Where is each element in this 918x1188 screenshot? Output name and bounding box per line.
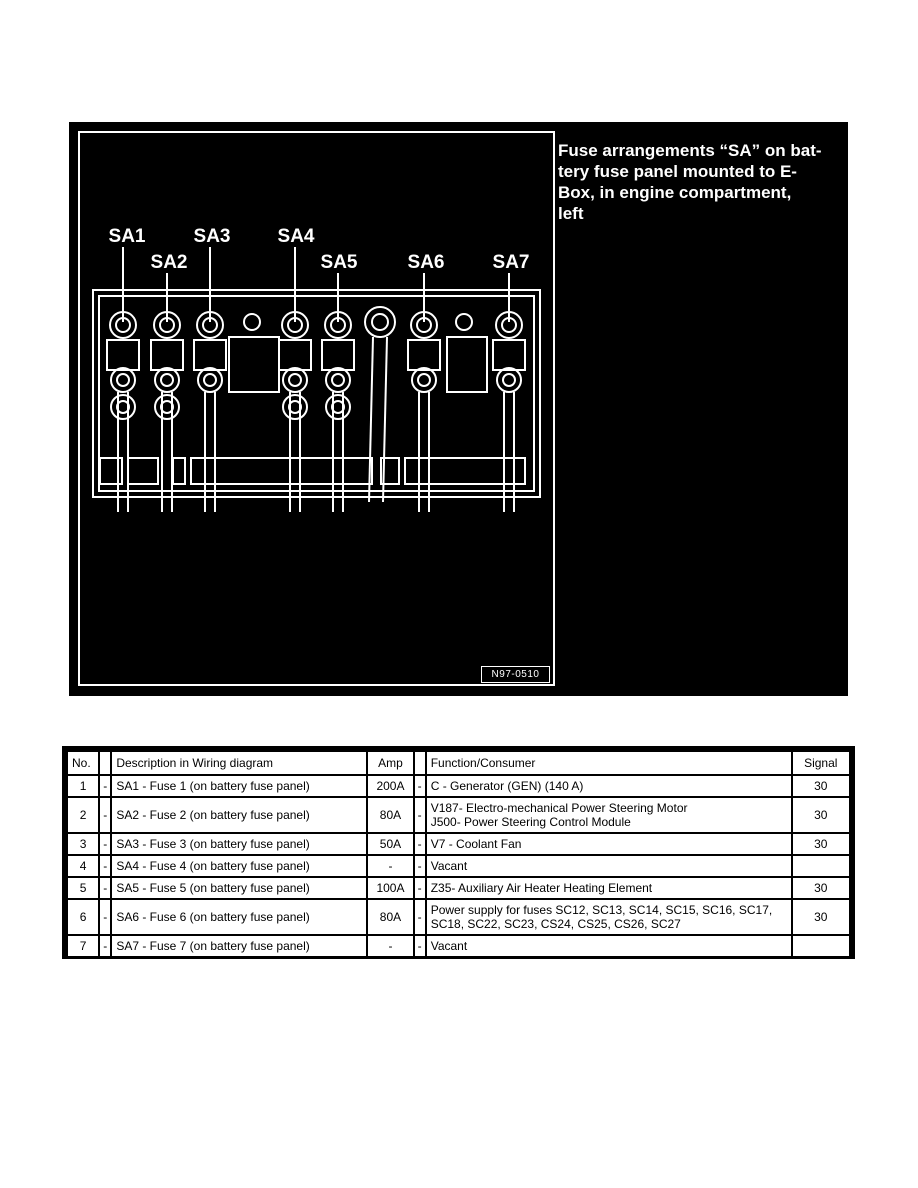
- fuse-table: [62, 746, 855, 959]
- fuse-lower-bolt-inner: [204, 374, 216, 386]
- fuse-label: SA4: [277, 226, 315, 247]
- cell-no: 4: [68, 856, 98, 876]
- header-sep1: [100, 752, 110, 774]
- fuse-lower-bolt-inner: [332, 374, 344, 386]
- main-cable-edge: [369, 337, 373, 502]
- cell-no: 5: [68, 878, 98, 898]
- cell-amp: 80A: [368, 900, 412, 934]
- cell-signal: 30: [793, 900, 849, 934]
- cell-signal: 30: [793, 776, 849, 796]
- fuse-lower-bolt: [326, 368, 350, 392]
- cell-sep: -: [415, 776, 425, 796]
- cell-amp: 100A: [368, 878, 412, 898]
- header-signal: Signal: [793, 752, 849, 774]
- fuse-cable-bolt: [155, 395, 179, 419]
- table-header-row: [68, 752, 849, 774]
- cell-amp: 80A: [368, 798, 412, 832]
- fuse-lower-bolt: [198, 368, 222, 392]
- cell-sep: -: [100, 834, 110, 854]
- fuse-lower-bolt-inner: [418, 374, 430, 386]
- fuse-terminal: [408, 252, 445, 512]
- table-row: [68, 936, 849, 956]
- main-cable-bolt: [365, 307, 395, 337]
- table-row: [68, 856, 849, 876]
- fuse-lower-bolt: [412, 368, 436, 392]
- fuse-terminal: [278, 226, 315, 512]
- cell-sep: -: [415, 834, 425, 854]
- cell-sep: -: [100, 900, 110, 934]
- cell-no: 7: [68, 936, 98, 956]
- header-function: Function/Consumer: [427, 752, 791, 774]
- fuse-lower-bolt: [283, 368, 307, 392]
- fuse-label: SA7: [492, 252, 530, 273]
- cell-sep: -: [100, 878, 110, 898]
- fuse-lower-bolt: [111, 368, 135, 392]
- fuse-terminal: [493, 252, 530, 512]
- cell-description: SA2 - Fuse 2 (on battery fuse panel): [112, 798, 366, 832]
- fuse-cable-bolt: [111, 395, 135, 419]
- cell-signal: [793, 856, 849, 876]
- cell-function: V187- Electro-mechanical Power Steering Motor J500- Power Steering Control Module: [427, 798, 791, 832]
- fuse-terminal: [107, 226, 146, 512]
- fuse-lower-bolt: [497, 368, 521, 392]
- table-row: [68, 776, 849, 796]
- cell-sep: -: [415, 878, 425, 898]
- cell-sep: -: [415, 900, 425, 934]
- fuse-lower-bolt-inner: [503, 374, 515, 386]
- cell-description: SA5 - Fuse 5 (on battery fuse panel): [112, 878, 366, 898]
- main-cable-edge: [383, 337, 387, 502]
- table-row: [68, 878, 849, 898]
- header-no: No.: [68, 752, 98, 774]
- fuse-label: SA6: [407, 252, 445, 273]
- cell-sep: -: [100, 936, 110, 956]
- fuse-terminal: [194, 226, 231, 512]
- cell-sep: -: [415, 856, 425, 876]
- fuse-lower-bolt-inner: [117, 374, 129, 386]
- cell-signal: [793, 936, 849, 956]
- cell-signal: 30: [793, 878, 849, 898]
- fuse-panel-figure: [69, 122, 848, 696]
- fuse-body: [279, 340, 311, 370]
- cell-function: Power supply for fuses SC12, SC13, SC14, SC15, SC16, SC17, SC18, SC22, SC23, CS24, CS25, CS26, SC27: [427, 900, 791, 934]
- fuse-body: [107, 340, 139, 370]
- cell-no: 1: [68, 776, 98, 796]
- cell-description: SA7 - Fuse 7 (on battery fuse panel): [112, 936, 366, 956]
- fuse-body: [194, 340, 226, 370]
- cell-function: Vacant: [427, 936, 791, 956]
- fuse-body: [322, 340, 354, 370]
- main-cable: [365, 307, 395, 502]
- fuse-lower-bolt: [155, 368, 179, 392]
- cell-no: 3: [68, 834, 98, 854]
- cell-sep: -: [415, 936, 425, 956]
- cell-description: SA3 - Fuse 3 (on battery fuse panel): [112, 834, 366, 854]
- header-amp: Amp: [368, 752, 412, 774]
- main-cable-bolt-inner: [372, 314, 388, 330]
- cell-function: C - Generator (GEN) (140 A): [427, 776, 791, 796]
- fuse-lower-bolt-inner: [161, 374, 173, 386]
- cell-sep: -: [100, 856, 110, 876]
- cell-sep: -: [100, 776, 110, 796]
- cell-amp: -: [368, 856, 412, 876]
- header-sep2: [415, 752, 425, 774]
- cell-description: SA1 - Fuse 1 (on battery fuse panel): [112, 776, 366, 796]
- fuse-lower-bolt-inner: [289, 374, 301, 386]
- fuse-label: SA2: [150, 252, 188, 273]
- fuse-terminals: [69, 122, 559, 696]
- cell-amp: 50A: [368, 834, 412, 854]
- table-row: [68, 798, 849, 832]
- figure-reference: N97-0510: [481, 666, 550, 683]
- cell-function: Z35- Auxiliary Air Heater Heating Element: [427, 878, 791, 898]
- cell-signal: 30: [793, 798, 849, 832]
- fuse-label: SA1: [108, 226, 146, 247]
- fuse-label: SA5: [320, 252, 358, 273]
- cell-sep: -: [100, 798, 110, 832]
- fuse-body: [151, 340, 183, 370]
- cell-no: 6: [68, 900, 98, 934]
- fuse-body: [408, 340, 440, 370]
- table-row: [68, 834, 849, 854]
- fuse-terminal: [151, 252, 188, 512]
- fuse-body: [493, 340, 525, 370]
- cell-amp: -: [368, 936, 412, 956]
- cell-signal: 30: [793, 834, 849, 854]
- header-description: Description in Wiring diagram: [112, 752, 366, 774]
- cell-description: SA4 - Fuse 4 (on battery fuse panel): [112, 856, 366, 876]
- fuse-terminal: [321, 252, 358, 512]
- cell-no: 2: [68, 798, 98, 832]
- fuse-cable-bolt: [283, 395, 307, 419]
- cell-function: V7 - Coolant Fan: [427, 834, 791, 854]
- table-row: [68, 900, 849, 934]
- cell-sep: -: [415, 798, 425, 832]
- fuse-cable-bolt: [326, 395, 350, 419]
- fuse-label: SA3: [193, 226, 231, 247]
- figure-caption: Fuse arrangements “SA” on bat- tery fuse panel mounted to E- Box, in engine compartment, left: [558, 141, 822, 223]
- cell-amp: 200A: [368, 776, 412, 796]
- cell-function: Vacant: [427, 856, 791, 876]
- cell-description: SA6 - Fuse 6 (on battery fuse panel): [112, 900, 366, 934]
